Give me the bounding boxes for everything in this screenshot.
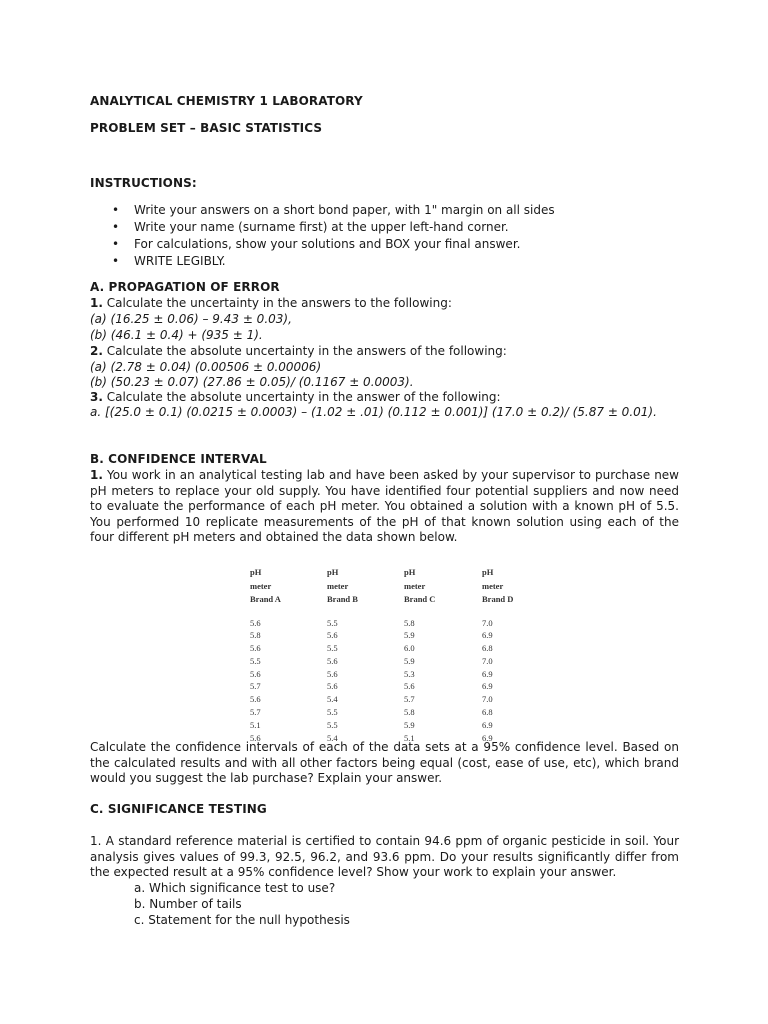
question-c1: 1. A standard reference material is certified to contain 94.6 ppm of organic pesticide in soil. Your analysis gives values of 99.3, 92.5, 96.2, and 93.6 ppm. Do your results significantly differ from the expected result at a 95% confidence level? Show your work to explain your answer. [90, 834, 679, 879]
question-a1a: (a) (16.25 ± 0.06) – 9.43 ± 0.03), [90, 312, 292, 326]
question-text: Calculate the uncertainty in the answers to the following: [102, 296, 452, 310]
question-a2b: (b) (50.23 ± 0.07) (27.86 ± 0.05)/ (0.1167 ± 0.0003). [90, 375, 414, 389]
column-header: Brand D [482, 594, 514, 604]
table-cell: 6.9 [482, 719, 493, 730]
table-cell: 5.6 [327, 630, 338, 641]
question-a1 [90, 296, 452, 312]
table-cell: 5.5 [327, 617, 338, 628]
table-cell: 7.0 [482, 694, 493, 705]
table-cell: 5.8 [404, 617, 415, 628]
table-cell: 5.6 [327, 668, 338, 679]
question-a1b: (b) (46.1 ± 0.4) + (935 ± 1). [90, 328, 263, 342]
question-a3a: a. [(25.0 ± 0.1) (0.0215 ± 0.0003) – (1.02 ± .01) (0.112 ± 0.001)] (17.0 ± 0.2)/ (5.87 ± 0.01). [90, 405, 657, 419]
table-cell: 5.7 [404, 694, 415, 705]
table-cell: 5.6 [250, 694, 261, 705]
section-c-heading: C. SIGNIFICANCE TESTING [90, 802, 267, 816]
table-cell: 6.9 [482, 732, 493, 743]
table-cell: 5.6 [327, 655, 338, 666]
column-header: Brand B [327, 594, 358, 604]
instructions-heading: INSTRUCTIONS: [90, 176, 197, 190]
bullet-icon: • [112, 237, 120, 251]
table-cell: 5.9 [404, 630, 415, 641]
table-cell: 6.8 [482, 643, 493, 654]
bullet-icon: • [112, 254, 120, 268]
question-b1 [90, 468, 679, 546]
question-number: 3. [90, 390, 103, 404]
table-cell: 6.9 [482, 681, 493, 692]
table-cell: 5.1 [404, 732, 415, 743]
section-a-heading: A. PROPAGATION OF ERROR [90, 280, 280, 294]
table-cell: 5.7 [250, 707, 261, 718]
table-column [482, 566, 552, 744]
problem-set-title: PROBLEM SET – BASIC STATISTICS [90, 121, 323, 135]
table-cell: 5.4 [327, 732, 338, 743]
table-cell: 5.6 [404, 681, 415, 692]
question-number: 1. [90, 468, 103, 482]
table-cell: 6.8 [482, 707, 493, 718]
bullet-icon: • [112, 203, 120, 217]
column-header: Brand C [404, 594, 436, 604]
table-cell: 6.9 [482, 668, 493, 679]
column-header: meter [404, 580, 426, 591]
table-cell: 5.8 [250, 630, 261, 641]
instruction-item: Write your name (surname first) at the upper left-hand corner. [134, 220, 509, 234]
question-number: 1. [90, 296, 103, 310]
bullet-icon: • [112, 220, 120, 234]
table-cell: 5.5 [327, 719, 338, 730]
question-text: You work in an analytical testing lab and have been asked by your supervisor to purchase new pH meters to replace your old supply. You have identified four potential suppliers and now need to evaluate the performance of each pH meter. You obtained a solution with a known pH of 5.5. You performed 10 replicate measurements of the pH of that known solution using each of the four different pH meters and obtained the data shown below. [90, 468, 679, 544]
column-header: Brand A [250, 594, 281, 604]
column-header: meter [482, 580, 504, 591]
table-cell: 5.6 [250, 617, 261, 628]
column-header: pH [250, 567, 262, 577]
table-cell: 5.3 [404, 668, 415, 679]
table-cell: 5.5 [327, 707, 338, 718]
table-cell: 5.9 [404, 719, 415, 730]
table-column [250, 566, 320, 744]
table-cell: 6.0 [404, 643, 415, 654]
instruction-item: For calculations, show your solutions and BOX your final answer. [134, 237, 521, 251]
confidence-question: Calculate the confidence intervals of each of the data sets at a 95% confidence level. Based on the calculated results and with all other factors being equal (cost, ease of use, etc), which brand would you suggest the lab purchase? Explain your answer. [90, 740, 679, 785]
column-header: pH [482, 567, 494, 577]
table-cell: 5.6 [250, 732, 261, 743]
table-cell: 5.5 [327, 643, 338, 654]
question-text: Calculate the absolute uncertainty in the answer of the following: [102, 390, 501, 404]
sub-question: b. Number of tails [134, 897, 242, 911]
column-header: pH [404, 567, 416, 577]
table-cell: 5.6 [250, 643, 261, 654]
table-cell: 5.9 [404, 655, 415, 666]
question-text: Calculate the absolute uncertainty in the answers of the following: [102, 344, 507, 358]
column-header: meter [250, 580, 272, 591]
table-cell: 5.8 [404, 707, 415, 718]
table-cell: 5.1 [250, 719, 261, 730]
course-title: ANALYTICAL CHEMISTRY 1 LABORATORY [90, 94, 363, 108]
table-column [404, 566, 474, 744]
instruction-item: WRITE LEGIBLY. [134, 254, 226, 268]
instruction-item: Write your answers on a short bond paper, with 1" margin on all sides [134, 203, 555, 217]
question-number: 2. [90, 344, 103, 358]
table-cell: 5.4 [327, 694, 338, 705]
question-a2a: (a) (2.78 ± 0.04) (0.00506 ± 0.00006) [90, 360, 322, 374]
table-cell: 5.6 [327, 681, 338, 692]
sub-question: c. Statement for the null hypothesis [134, 913, 350, 927]
table-cell: 7.0 [482, 617, 493, 628]
sub-question: a. Which significance test to use? [134, 881, 336, 895]
table-cell: 5.7 [250, 681, 261, 692]
table-cell: 7.0 [482, 655, 493, 666]
section-b-heading: B. CONFIDENCE INTERVAL [90, 452, 267, 466]
table-cell: 6.9 [482, 630, 493, 641]
table-cell: 5.6 [250, 668, 261, 679]
column-header: meter [327, 580, 349, 591]
table-column [327, 566, 397, 744]
column-header: pH [327, 567, 339, 577]
question-a2 [90, 344, 507, 360]
question-a3 [90, 390, 501, 406]
table-cell: 5.5 [250, 655, 261, 666]
